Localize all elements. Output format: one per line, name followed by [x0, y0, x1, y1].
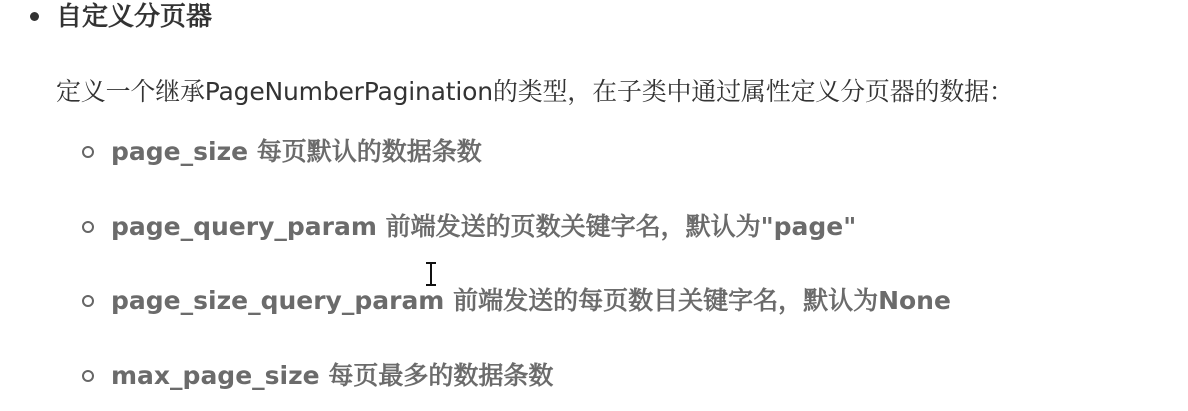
list-item-text: page_query_param 前端发送的页数关键字名，默认为"page" [111, 212, 857, 241]
section-heading: 自定义分页器 [56, 2, 213, 32]
list-item [82, 358, 553, 394]
section-description: 定义一个继承PageNumberPagination的类型，在子类中通过属性定义分页器的数据： [56, 77, 1014, 106]
hollow-circle-icon [82, 295, 94, 307]
hollow-circle-icon [82, 146, 94, 158]
text-cursor-icon [422, 261, 440, 287]
hollow-circle-icon [82, 221, 94, 233]
list-item [82, 283, 951, 319]
list-item [82, 134, 482, 170]
list-item-text: page_size 每页默认的数据条数 [111, 137, 482, 166]
hollow-circle-icon [82, 370, 94, 382]
list-item-text: max_page_size 每页最多的数据条数 [111, 361, 554, 390]
list-item [82, 209, 856, 245]
list-item-text: page_size_query_param 前端发送的每页数目关键字名，默认为None [111, 286, 951, 315]
